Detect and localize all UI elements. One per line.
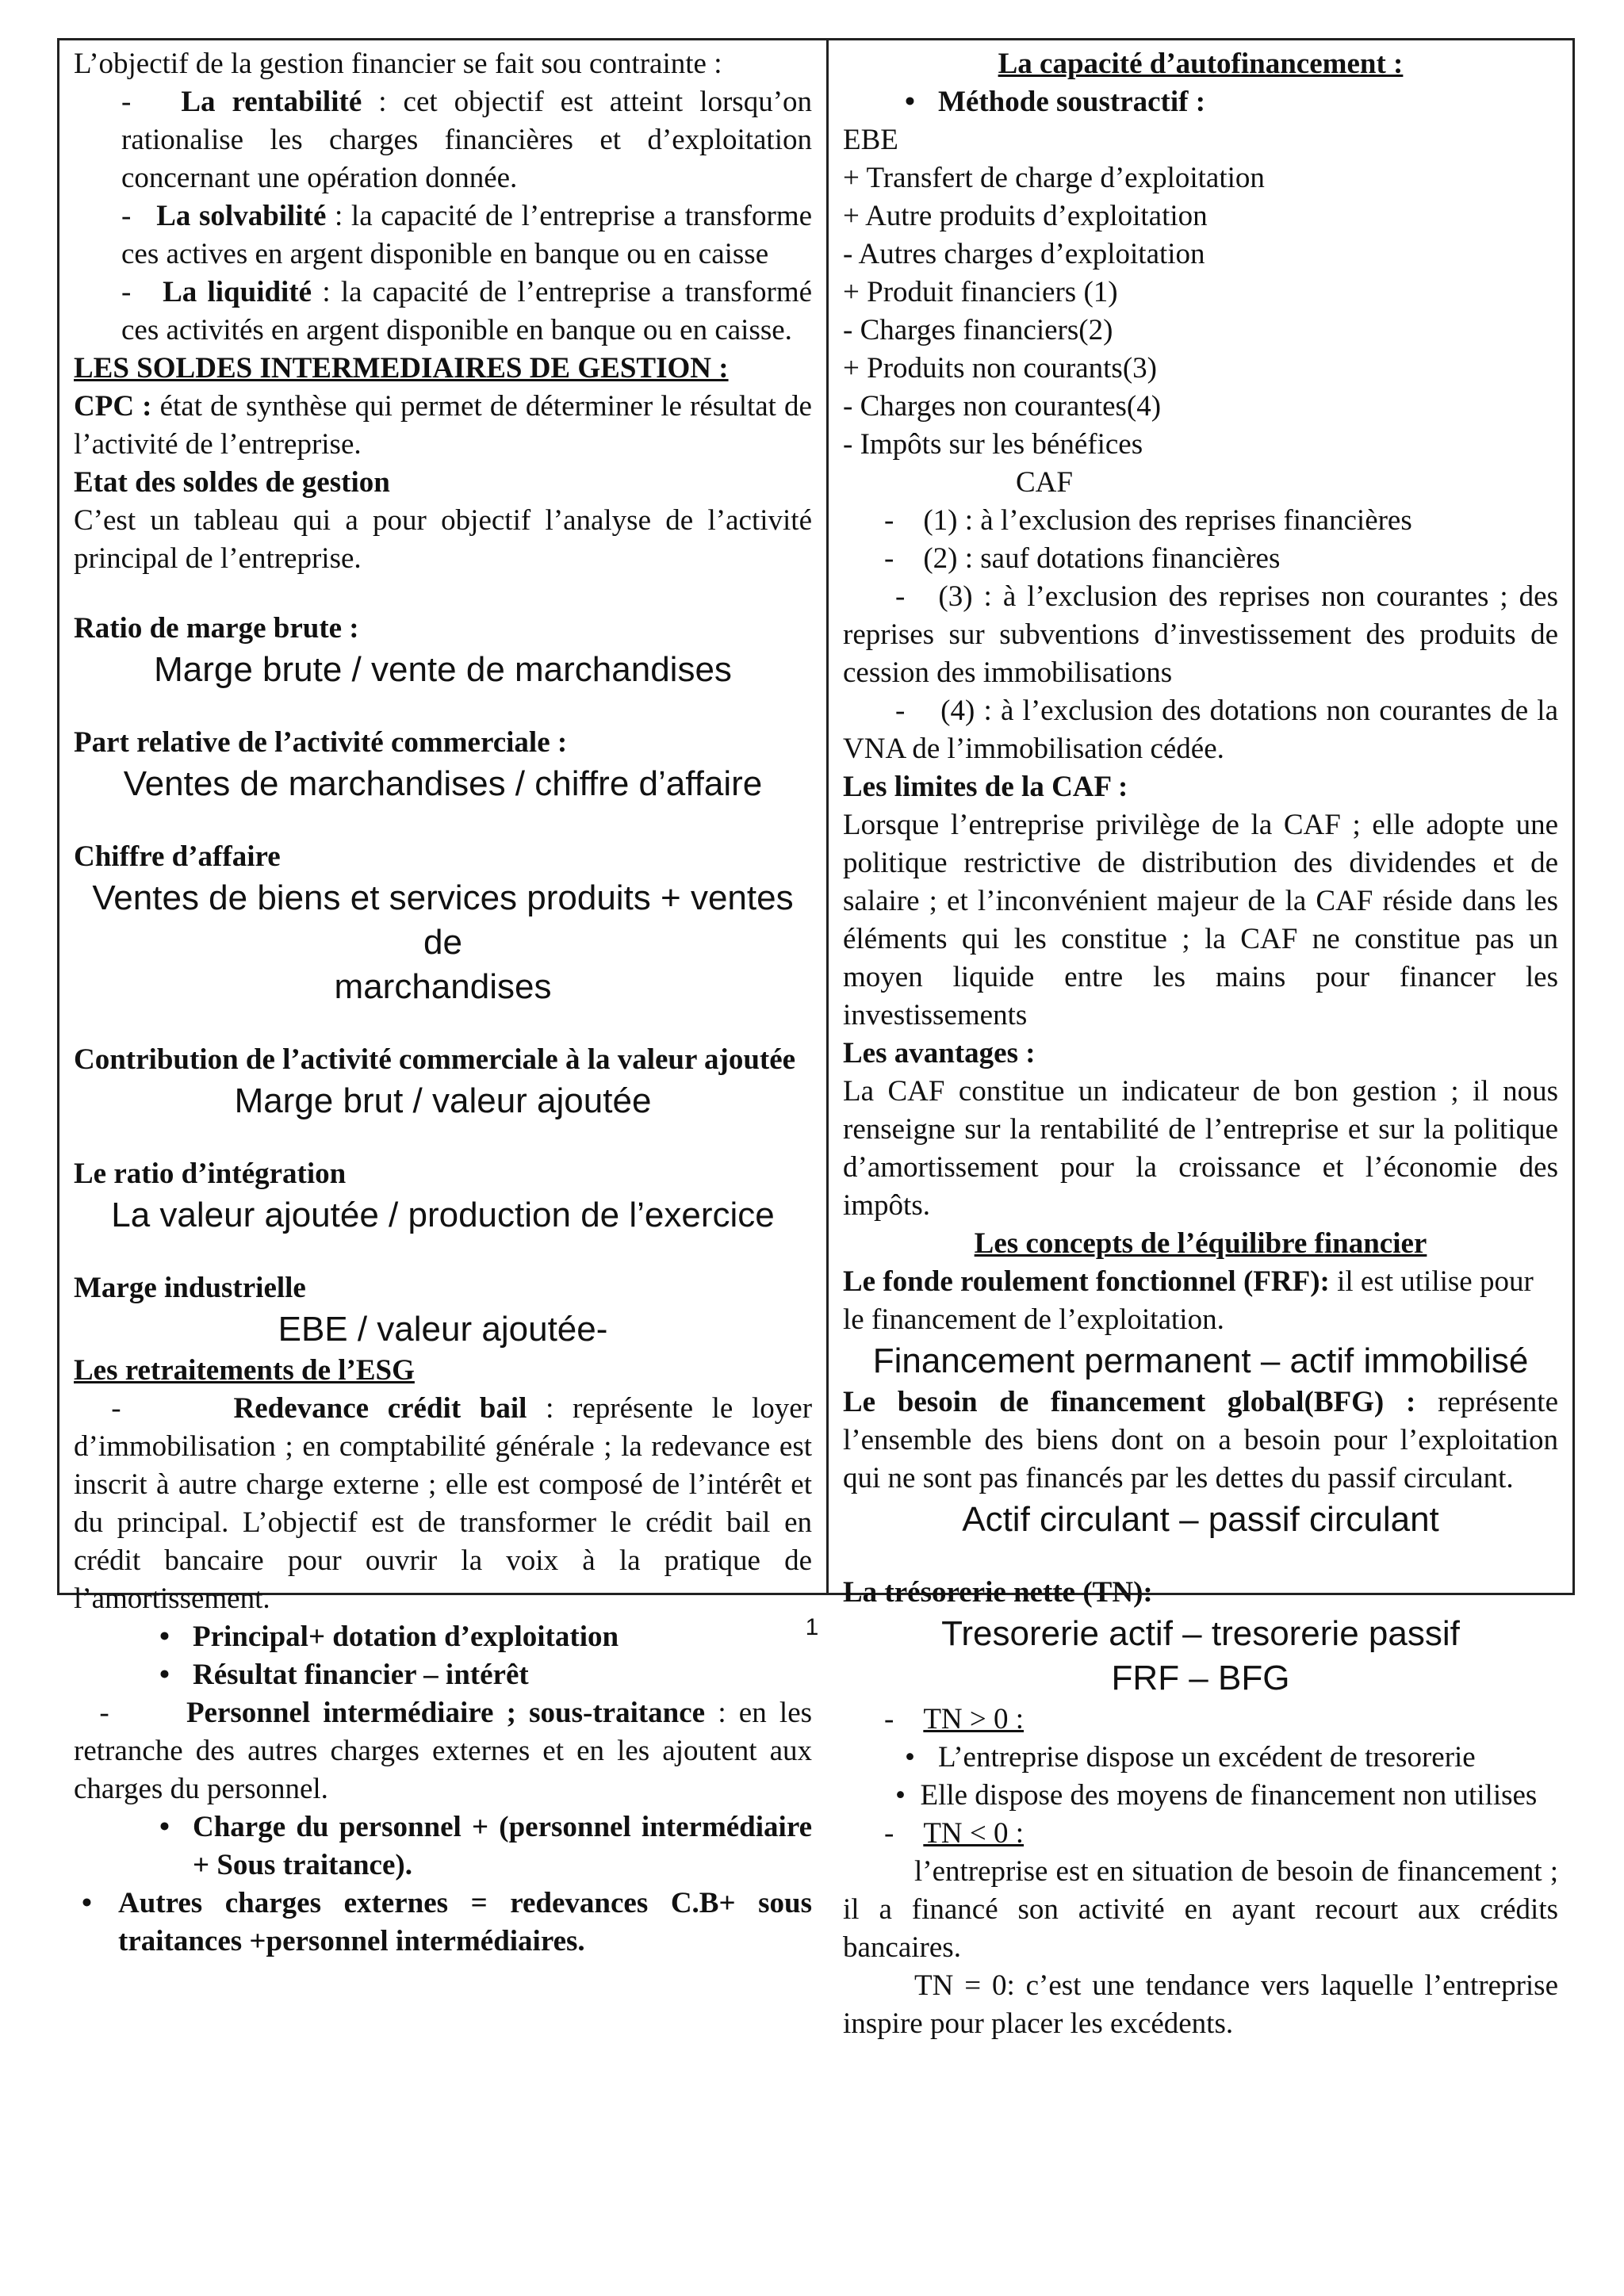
tn-positive-bullet-2: • Elle dispose des moyens de financement non utilises	[895, 1779, 1538, 1812]
note-3: - (3) : à l’exclusion des reprises non courantes ; des reprises sur subventions d’investissement des produits de cession des immobilisations	[843, 580, 1558, 689]
bullet-icon: •	[159, 1811, 170, 1843]
caf-line: + Produits non courants(3)	[843, 352, 1157, 385]
bullet-icon: •	[905, 86, 915, 118]
credit-bail-item: - Redevance crédit bail : représente le loyer d’immobilisation ; en comptabilité générale ; la redevance est inscrit à autre charge externe ; elle est composé de l’intérêt et du principal. L’objectif est de transformer le crédit bail en crédit bancaire pour ouvrir la voix à la pratique de l’amortissement.	[74, 1392, 813, 1615]
limites-caf-heading: Les limites de la CAF :	[843, 771, 1128, 803]
bullet-icon: •	[905, 1741, 915, 1774]
tn-formula-1: Tresorerie actif – tresorerie passif	[941, 1614, 1460, 1653]
caf-line: EBE	[843, 124, 898, 156]
liquidite-item: - La liquidité : la capacité de l’entreprise a transformé ces activités en argent disponible en banque ou en caisse.	[121, 276, 813, 346]
caf-calculation-list	[843, 121, 1558, 464]
tresorerie-nette-heading: La trésorerie nette (TN):	[843, 1576, 1153, 1609]
avantages-text: La CAF constitue un indicateur de bon gestion ; il nous renseigne sur la rentabilité de l’entreprise et sur la politique d’amortissement pour la croissance et l’économie des impôts.	[843, 1075, 1558, 1222]
solvabilite-item: - La solvabilité : la capacité de l’entreprise a transforme ces actives en argent disponible en banque ou en caisse	[121, 200, 813, 270]
page-number: 1	[805, 1614, 819, 1640]
note-4: - (4) : à l’exclusion des dotations non courantes de la VNA de l’immobilisation cédée.	[843, 695, 1559, 765]
bfg-definition: Le besoin de financement global(BFG) : représente l’ensemble des biens dont on a besoin pour l’exploitation qui ne sont pas financés par les dettes du passif circulant.	[843, 1386, 1558, 1494]
two-column-table	[57, 38, 1575, 2040]
personnel-item: - Personnel intermédiaire ; sous-traitance : en les retranche des autres charges externes et en les ajoutent aux charges du personnel.	[74, 1697, 813, 1805]
bullet-icon: •	[82, 1887, 92, 1919]
tn-zero-text: TN = 0: c’est une tendance vers laquelle l’entreprise inspire pour placer les excédents.	[843, 1969, 1558, 2040]
sig-heading: LES SOLDES INTERMEDIAIRES DE GESTION :	[74, 352, 729, 385]
caf-line: - Charges non courantes(4)	[843, 390, 1162, 423]
caf-line: - Autres charges d’exploitation	[843, 238, 1205, 270]
caf-line: + Produit financiers (1)	[843, 276, 1118, 308]
bullet-icon: •	[895, 1779, 906, 1812]
personnel-bullet-2: • Autres charges externes = redevances C.B+ sous traitances +personnel intermédiaires.	[74, 1885, 812, 1961]
caf-result-label: CAF	[1016, 466, 1073, 499]
tn-negative-text: l’entreprise est en situation de besoin de financement ; il a financé son activité en ayant recourt aux crédits bancaires.	[843, 1855, 1558, 1964]
personnel-bullet-1: • Charge du personnel + (personnel intermédiaire + Sous traitance).	[74, 1808, 812, 1885]
ratio-marge-brute-title: Ratio de marge brute :	[74, 612, 359, 645]
note-1: - (1) : à l’exclusion des reprises financières	[884, 504, 1412, 537]
methode-soustractif-title: • Méthode soustractif :	[843, 83, 1558, 121]
limites-caf-text: Lorsque l’entreprise privilège de la CAF ; elle adopte une politique restrictive de distribution des dividendes et de salaire ; et l’inconvénient majeur de la CAF réside dans les éléments qui les constitue ; la CAF ne constitue pas un moyen liquide entre les mains pour financer les investissements	[843, 809, 1558, 1031]
bullet-icon: •	[159, 1621, 170, 1653]
ratio-marge-brute-formula: Marge brute / vente de marchandises	[154, 650, 732, 689]
frf-formula: Financement permanent – actif immobilisé	[872, 1341, 1529, 1380]
right-column	[829, 40, 1572, 2040]
esg-definition: C’est un tableau qui a pour objectif l’analyse de l’activité principal de l’entreprise.	[74, 504, 812, 575]
contribution-formula: Marge brut / valeur ajoutée	[234, 1081, 652, 1120]
intro-text: L’objectif de la gestion financier se fait sou contrainte :	[74, 48, 722, 80]
bullet-icon: •	[159, 1659, 170, 1691]
part-relative-title: Part relative de l’activité commerciale :	[74, 726, 568, 759]
ratio-integration-title: Le ratio d’intégration	[74, 1158, 347, 1190]
caf-line: + Autre produits d’exploitation	[843, 200, 1208, 232]
ratio-integration-formula: La valeur ajoutée / production de l’exercice	[111, 1196, 775, 1234]
marge-industrielle-title: Marge industrielle	[74, 1272, 306, 1304]
chiffre-affaire-formula-line1: Ventes de biens et services produits + ventes de	[92, 878, 794, 962]
credit-bail-bullet-1: • Principal+ dotation d’exploitation	[74, 1618, 812, 1656]
esg-heading: Etat des soldes de gestion	[74, 466, 390, 499]
contribution-title: Contribution de l’activité commerciale à la valeur ajoutée	[74, 1043, 796, 1076]
avantages-heading: Les avantages :	[843, 1037, 1036, 1070]
equilibre-financier-heading: Les concepts de l’équilibre financier	[974, 1227, 1427, 1260]
tn-positive-label: - TN > 0 :	[884, 1703, 1025, 1735]
chiffre-affaire-title: Chiffre d’affaire	[74, 840, 281, 873]
frf-definition: Le fonde roulement fonctionnel (FRF): il est utilise pour le financement de l’exploitation.	[843, 1265, 1534, 1336]
note-2: - (2) : sauf dotations financières	[884, 542, 1281, 575]
caf-line: - Impôts sur les bénéfices	[843, 428, 1143, 461]
marge-industrielle-formula: EBE / valeur ajoutée-	[278, 1310, 608, 1349]
rentabilite-item: - La rentabilité : cet objectif est atteint lorsqu’on rationalise les charges financières et d’exploitation concernant une opération donnée.	[121, 86, 813, 194]
caf-heading: La capacité d’autofinancement :	[998, 48, 1404, 80]
tn-formula-2: FRF – BFG	[1111, 1659, 1290, 1697]
retraitements-heading: Les retraitements de l’ESG	[74, 1354, 415, 1387]
tn-negative-label: - TN < 0 :	[884, 1817, 1025, 1850]
left-column	[59, 40, 829, 1957]
caf-line: + Transfert de charge d’exploitation	[843, 162, 1265, 194]
credit-bail-bullet-2: • Résultat financier – intérêt	[74, 1656, 812, 1694]
tn-positive-bullet-1: • L’entreprise dispose un excédent de tresorerie	[843, 1739, 1558, 1777]
caf-line: - Charges financiers(2)	[843, 314, 1113, 346]
chiffre-affaire-formula-line2: marchandises	[334, 967, 552, 1006]
part-relative-formula: Ventes de marchandises / chiffre d’affaire	[123, 764, 763, 803]
bfg-formula: Actif circulant – passif circulant	[962, 1500, 1439, 1539]
cpc-definition: CPC : état de synthèse qui permet de déterminer le résultat de l’activité de l’entreprise.	[74, 390, 812, 461]
